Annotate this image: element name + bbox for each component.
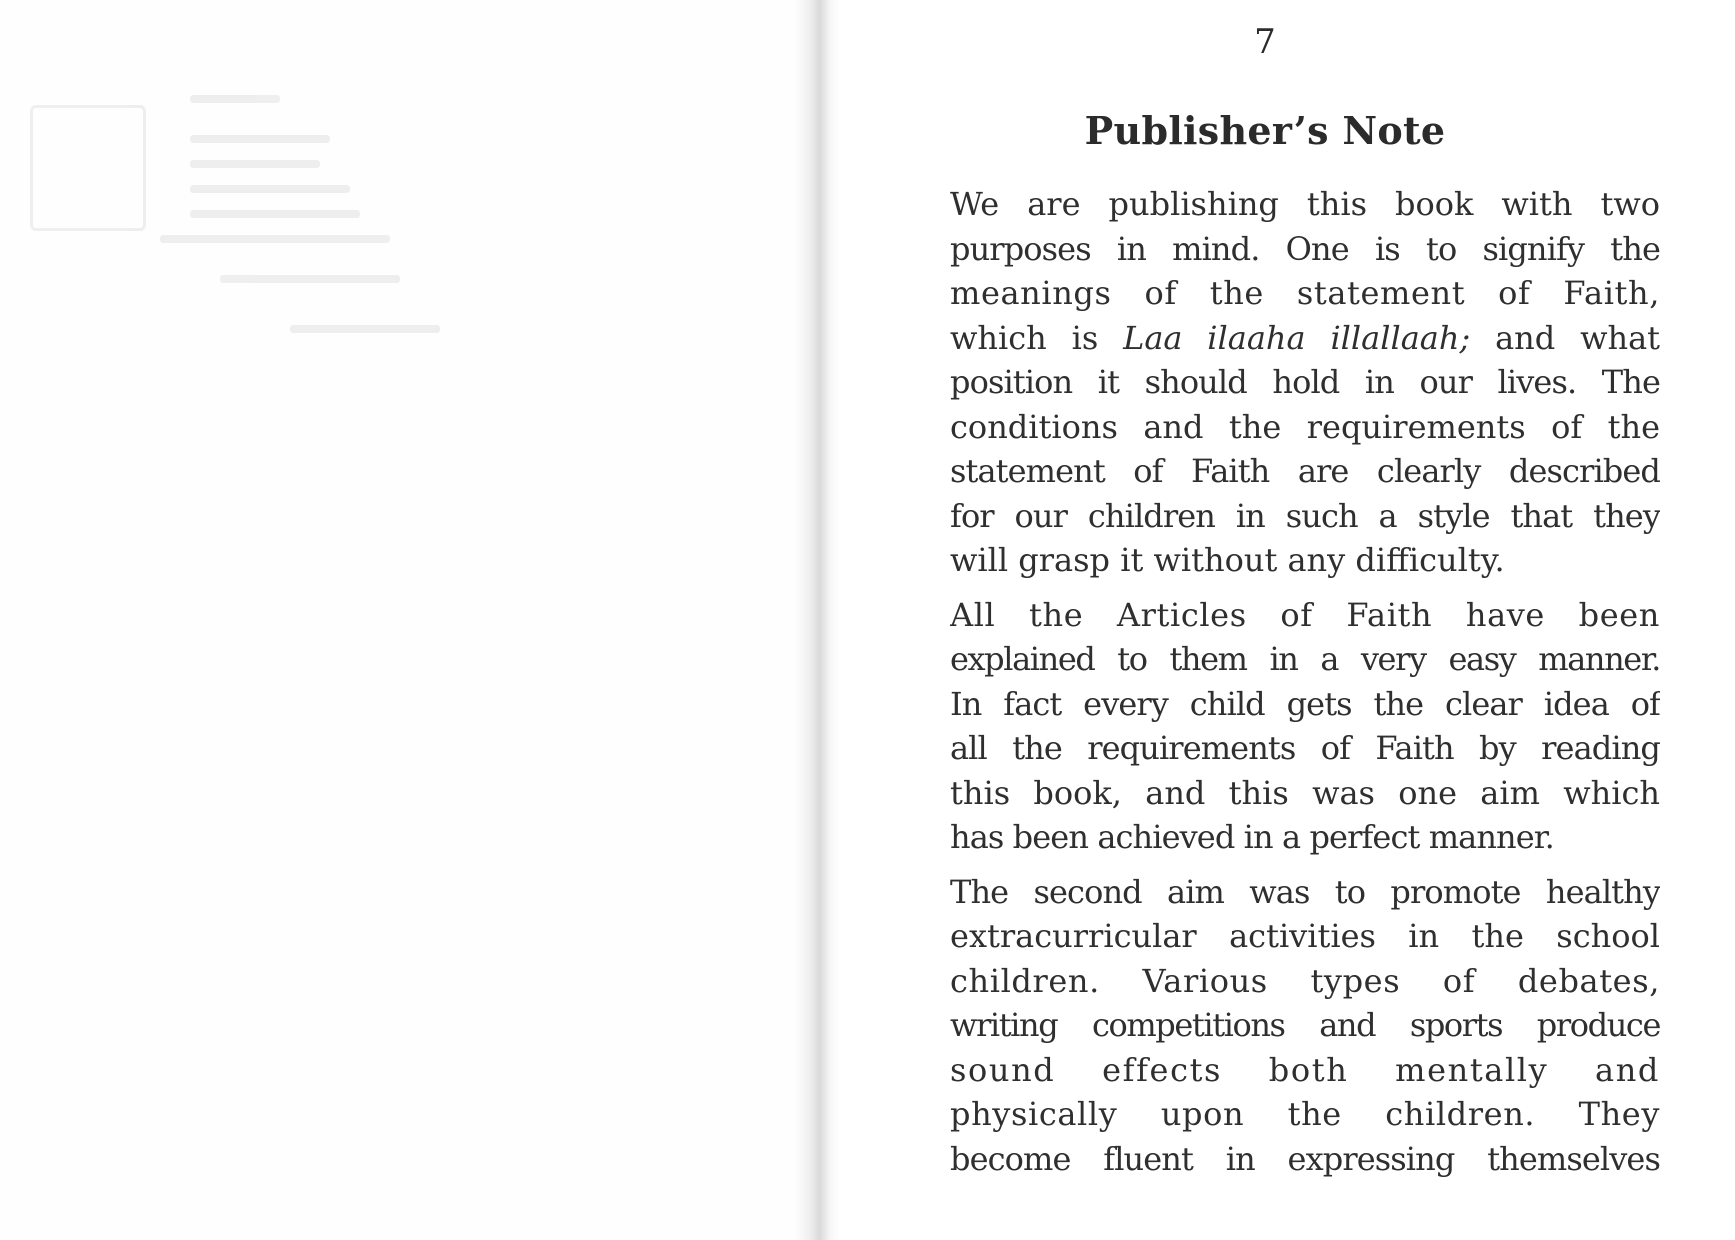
paragraph-2 <box>950 593 1660 860</box>
text-line: purposes in mind. One is to signify the <box>950 229 1660 268</box>
left-page-blank <box>0 0 820 1240</box>
text-run: and what <box>1470 318 1660 357</box>
text-line: position it should hold in our lives. The <box>950 363 1660 401</box>
book-gutter <box>795 0 840 1240</box>
text-line: explained to them in a very easy manner. <box>950 640 1660 678</box>
page-title: Publisher’s Note <box>1084 108 1446 153</box>
text-line: all the requirements of Faith by reading <box>950 729 1660 767</box>
text-line: In fact every child gets the clear idea of <box>950 684 1660 723</box>
italic-phrase: Laa ilaaha illallaah; <box>1123 318 1471 357</box>
text-line <box>950 316 1660 361</box>
text-line: We are publishing this book with two <box>950 185 1660 223</box>
text-line: conditions and the requirements of the <box>950 407 1660 446</box>
text-line: has been achieved in a perfect manner. <box>950 818 1554 856</box>
right-page <box>840 0 1735 1240</box>
page-number: 7 <box>1254 22 1276 62</box>
text-line: All the Articles of Faith have been <box>950 595 1660 634</box>
text-line: will grasp it without any difficulty. <box>950 541 1505 579</box>
bleed-through-shadow <box>30 95 450 375</box>
bleed-through-emblem <box>30 105 146 231</box>
text-line: extracurricular activities in the school <box>950 917 1660 955</box>
paragraph-1 <box>950 182 1660 583</box>
text-line: The second aim was to promote healthy <box>950 872 1660 911</box>
body-text <box>950 182 1660 1191</box>
text-line: writing competitions and sports produce <box>950 1006 1660 1044</box>
text-run: which is <box>950 318 1124 357</box>
text-line: become fluent in expressing themselves <box>950 1139 1660 1178</box>
paragraph-3 <box>950 870 1660 1182</box>
text-line: sound effects both mentally and <box>950 1050 1660 1089</box>
text-line: physically upon the children. They <box>950 1095 1660 1133</box>
text-line: for our children in such a style that they <box>950 496 1660 535</box>
text-line: this book, and this was one aim which <box>950 773 1660 812</box>
text-line: meanings of the statement of Faith, <box>950 274 1660 312</box>
text-line: statement of Faith are clearly described <box>950 452 1660 490</box>
text-line: children. Various types of debates, <box>950 961 1660 1000</box>
